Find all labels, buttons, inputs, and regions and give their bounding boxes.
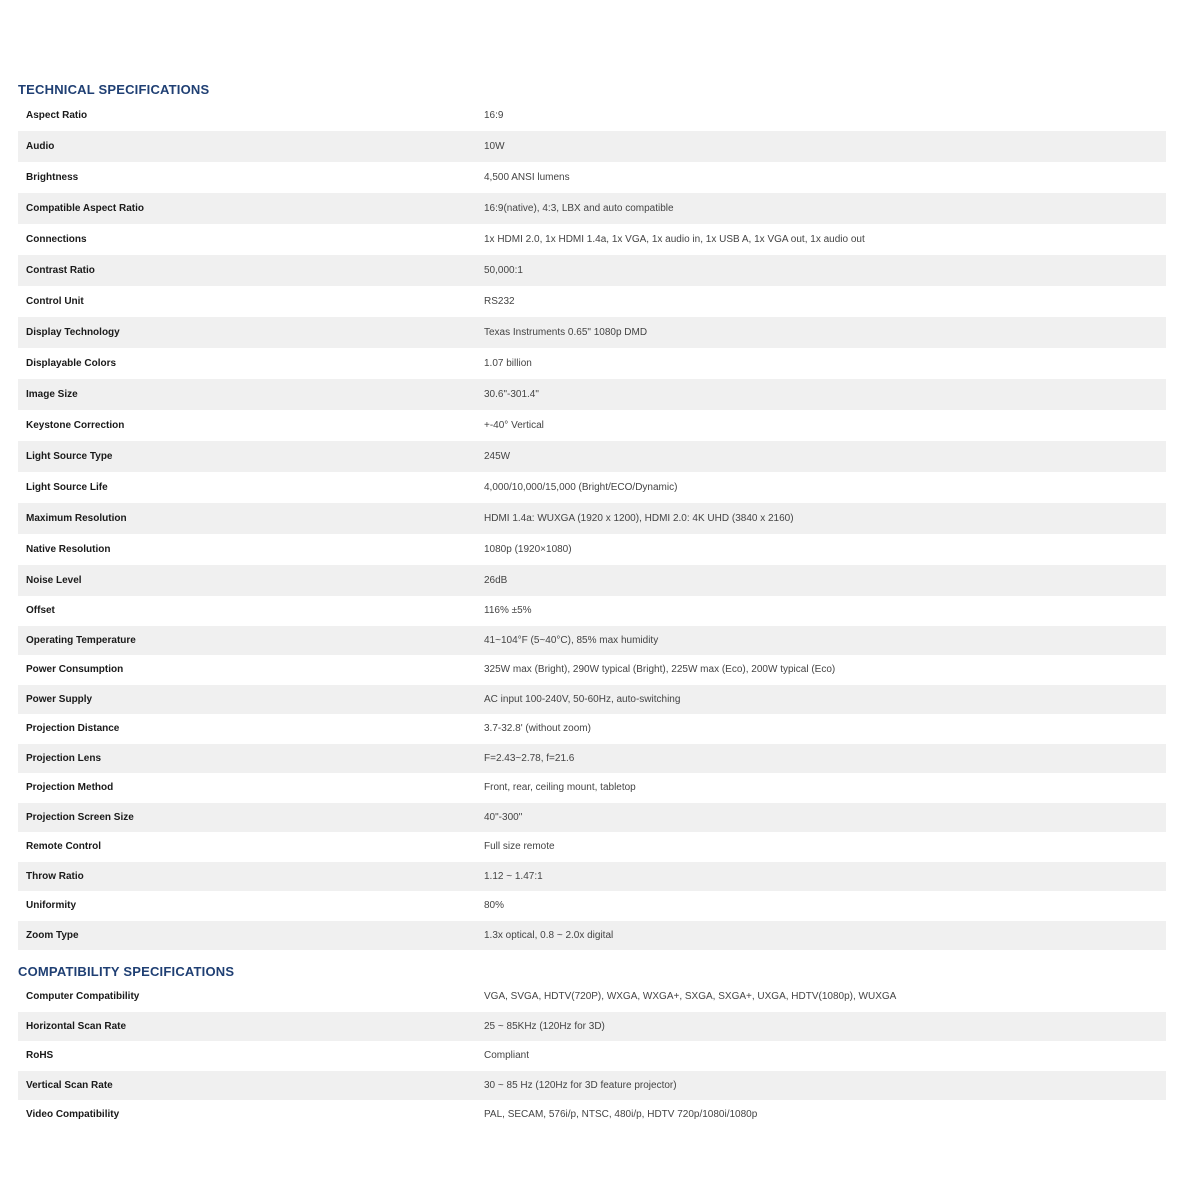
spec-value: 245W	[484, 451, 511, 462]
spec-label: Noise Level	[26, 575, 82, 586]
spec-label: Computer Compatibility	[26, 991, 140, 1003]
spec-label: Compatible Aspect Ratio	[26, 203, 144, 214]
spec-label: Uniformity	[26, 900, 76, 912]
spec-value: 116% ±5%	[484, 605, 532, 617]
spec-value: 1080p (1920×1080)	[484, 544, 572, 555]
spec-row	[18, 162, 1166, 193]
spec-label: RoHS	[26, 1050, 54, 1062]
spec-label: Light Source Type	[26, 451, 113, 462]
spec-label: Projection Lens	[26, 752, 102, 764]
spec-label: Power Supply	[26, 693, 93, 705]
spec-label: Contrast Ratio	[26, 265, 95, 276]
compatibility-specifications-table	[18, 982, 1166, 1130]
spec-row	[18, 655, 1166, 685]
spec-value: RS232	[484, 296, 515, 307]
spec-row	[18, 255, 1166, 286]
spec-value: Full size remote	[484, 841, 555, 853]
spec-label: Display Technology	[26, 327, 120, 338]
spec-row	[18, 131, 1166, 162]
spec-value: 4,500 ANSI lumens	[484, 172, 570, 183]
spec-row	[18, 803, 1166, 833]
spec-row	[18, 982, 1166, 1012]
spec-label: Aspect Ratio	[26, 110, 88, 121]
spec-row	[18, 193, 1166, 224]
spec-value: 1.3x optical, 0.8 ~ 2.0x digital	[484, 929, 614, 941]
spec-row	[18, 596, 1166, 626]
spec-value: +-40° Vertical	[484, 420, 544, 431]
spec-row	[18, 685, 1166, 715]
spec-row	[18, 441, 1166, 472]
spec-label: Control Unit	[26, 296, 84, 307]
spec-label: Projection Method	[26, 782, 114, 794]
spec-value: 1.12 ~ 1.47:1	[484, 870, 543, 882]
spec-row	[18, 921, 1166, 951]
spec-label: Maximum Resolution	[26, 513, 127, 524]
spec-label: Operating Temperature	[26, 634, 136, 646]
spec-row	[18, 317, 1166, 348]
spec-row	[18, 744, 1166, 774]
spec-label: Throw Ratio	[26, 870, 84, 882]
spec-row	[18, 565, 1166, 596]
spec-value: 16:9(native), 4:3, LBX and auto compatible	[484, 203, 674, 214]
spec-row	[18, 410, 1166, 441]
spec-row	[18, 862, 1166, 892]
spec-label: Image Size	[26, 389, 78, 400]
spec-value: 325W max (Bright), 290W typical (Bright), 225W max (Eco), 200W typical (Eco)	[484, 664, 836, 676]
spec-label: Connections	[26, 234, 87, 245]
spec-value: 80%	[484, 900, 505, 912]
spec-row	[18, 503, 1166, 534]
spec-value: 30 ~ 85 Hz (120Hz for 3D feature projector)	[484, 1079, 677, 1091]
spec-value: 30.6"-301.4"	[484, 389, 539, 400]
spec-row	[18, 472, 1166, 503]
spec-label: Keystone Correction	[26, 420, 125, 431]
spec-row	[18, 348, 1166, 379]
spec-label: Projection Distance	[26, 723, 120, 735]
spec-label: Power Consumption	[26, 664, 124, 676]
spec-label: Projection Screen Size	[26, 811, 134, 823]
spec-row	[18, 224, 1166, 255]
spec-value: 4,000/10,000/15,000 (Bright/ECO/Dynamic)	[484, 482, 678, 493]
spec-label: Vertical Scan Rate	[26, 1079, 113, 1091]
spec-label: Light Source Life	[26, 482, 108, 493]
spec-label: Video Compatibility	[26, 1109, 120, 1121]
spec-value: 3.7-32.8' (without zoom)	[484, 723, 591, 735]
spec-value: Texas Instruments 0.65" 1080p DMD	[484, 327, 648, 338]
spec-label: Brightness	[26, 172, 79, 183]
spec-row	[18, 286, 1166, 317]
spec-value: 40"-300"	[484, 811, 523, 823]
spec-row	[18, 1012, 1166, 1042]
spec-value: Front, rear, ceiling mount, tabletop	[484, 782, 636, 794]
spec-value: 10W	[484, 141, 505, 152]
spec-label: Offset	[26, 605, 55, 617]
spec-row	[18, 832, 1166, 862]
spec-value: 41~104°F (5~40°C), 85% max humidity	[484, 634, 659, 646]
spec-row	[18, 379, 1166, 410]
spec-row	[18, 626, 1166, 656]
spec-label: Horizontal Scan Rate	[26, 1020, 127, 1032]
spec-row	[18, 1071, 1166, 1101]
spec-value: 1.07 billion	[484, 358, 532, 369]
spec-row	[18, 100, 1166, 131]
spec-value: 16:9	[484, 110, 504, 121]
spec-value: HDMI 1.4a: WUXGA (1920 x 1200), HDMI 2.0: 4K UHD (3840 x 2160)	[484, 513, 794, 524]
spec-row	[18, 534, 1166, 565]
spec-row	[18, 773, 1166, 803]
spec-label: Audio	[26, 141, 55, 152]
spec-label: Remote Control	[26, 841, 101, 853]
spec-value: 26dB	[484, 575, 508, 586]
spec-label: Zoom Type	[26, 929, 79, 941]
spec-value: 25 ~ 85KHz (120Hz for 3D)	[484, 1020, 605, 1032]
technical-specifications-title: TECHNICAL SPECIFICATIONS	[18, 82, 210, 97]
technical-specifications-table	[18, 100, 1166, 950]
compatibility-specifications-section	[18, 962, 1166, 1130]
spec-value: AC input 100-240V, 50-60Hz, auto-switching	[484, 693, 681, 705]
spec-row	[18, 714, 1166, 744]
spec-value: 1x HDMI 2.0, 1x HDMI 1.4a, 1x VGA, 1x audio in, 1x USB A, 1x VGA out, 1x audio out	[484, 234, 865, 245]
spec-value: F=2.43~2.78, f=21.6	[484, 752, 575, 764]
spec-label: Native Resolution	[26, 544, 111, 555]
spec-value: VGA, SVGA, HDTV(720P), WXGA, WXGA+, SXGA, SXGA+, UXGA, HDTV(1080p), WUXGA	[484, 991, 897, 1003]
compatibility-specifications-title: COMPATIBILITY SPECIFICATIONS	[18, 964, 235, 979]
spec-value: Compliant	[484, 1050, 530, 1062]
spec-row	[18, 1100, 1166, 1130]
spec-value: 50,000:1	[484, 265, 523, 276]
spec-label: Displayable Colors	[26, 358, 117, 369]
spec-value: PAL, SECAM, 576i/p, NTSC, 480i/p, HDTV 720p/1080i/1080p	[484, 1109, 758, 1121]
spec-row	[18, 1041, 1166, 1071]
spec-row	[18, 891, 1166, 921]
technical-specifications-section	[18, 80, 1166, 950]
